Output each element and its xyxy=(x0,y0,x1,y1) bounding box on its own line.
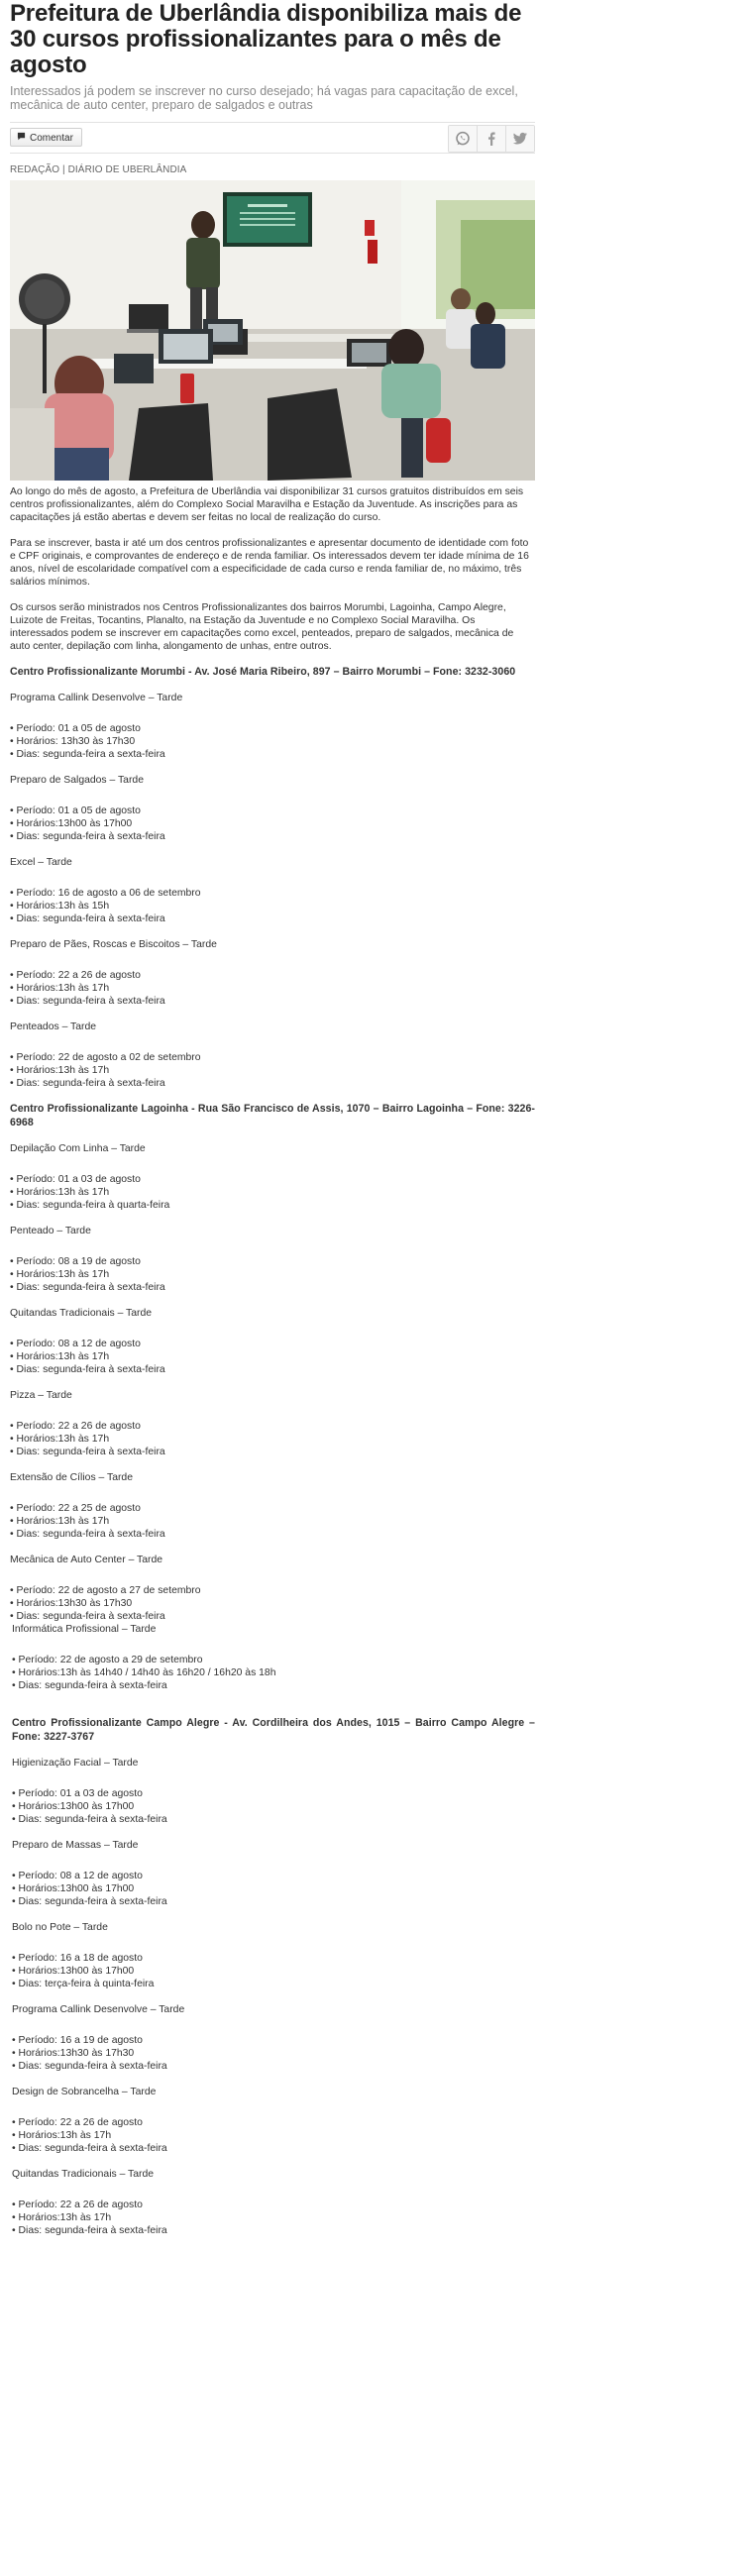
twitter-icon[interactable] xyxy=(505,126,534,152)
course-period: • Período: 22 a 26 de agosto xyxy=(10,970,141,981)
course-hours: • Horários:13h00 às 17h00 xyxy=(12,1801,135,1812)
course-hours: • Horários: 13h30 às 17h30 xyxy=(10,736,136,747)
whatsapp-icon[interactable] xyxy=(449,126,477,152)
course-period: • Período: 22 de agosto a 29 de setembro xyxy=(12,1655,203,1665)
course-hours: • Horários:13h às 17h xyxy=(10,1351,110,1362)
article-title: Prefeitura de Uberlândia disponibiliza mais de 30 cursos profissionalizantes para o mês de agosto xyxy=(10,0,522,78)
course-hours: • Horários:13h às 17h xyxy=(10,1065,110,1076)
course-name: Depilação Com Linha – Tarde xyxy=(10,1143,146,1154)
course-period: • Período: 22 a 26 de agosto xyxy=(12,2200,143,2210)
course-period: • Período: 22 a 26 de agosto xyxy=(10,1421,141,1432)
course-item xyxy=(10,692,535,761)
course-item xyxy=(10,1921,535,1990)
course-hours: • Horários:13h às 17h xyxy=(10,1516,110,1527)
course-name: Quitandas Tradicionais – Tarde xyxy=(12,2169,155,2180)
course-hours: • Horários:13h às 17h xyxy=(12,2212,112,2223)
comment-button-label: Comentar xyxy=(30,133,73,145)
course-hours: • Horários:13h às 17h xyxy=(10,1187,110,1198)
course-days: • Dias: segunda-feira à sexta-feira xyxy=(12,2225,167,2236)
course-item xyxy=(10,2086,535,2155)
course-period: • Período: 16 a 19 de agosto xyxy=(12,2035,143,2046)
course-days: • Dias: segunda-feira à sexta-feira xyxy=(12,1896,167,1907)
course-hours: • Horários:13h00 às 17h00 xyxy=(12,1883,135,1894)
course-days: • Dias: segunda-feira a sexta-feira xyxy=(10,749,165,760)
course-name: Mecânica de Auto Center – Tarde xyxy=(10,1555,163,1565)
course-hours: • Horários:13h30 às 17h30 xyxy=(10,1598,133,1609)
course-item xyxy=(10,1623,535,1692)
course-days: • Dias: segunda-feira à sexta-feira xyxy=(12,1680,167,1691)
article-subtitle: Interessados já podem se inscrever no curso desejado; há vagas para capacitação de excel, mecânica de auto center, preparo de salgados e outras xyxy=(10,84,518,112)
course-days: • Dias: segunda-feira à sexta-feira xyxy=(10,1078,165,1089)
course-period: • Período: 22 a 26 de agosto xyxy=(12,2117,143,2128)
paragraph: Os cursos serão ministrados nos Centros Profissionalizantes dos bairros Morumbi, Lagoinha, Campo Alegre, Luizote de Freitas, Tocantins, Planalto, na Estação da Juventude e no Complexo Social Maravilha. Os interessados podem se inscrever em capacitações como excel, penteados, preparo de salgados, mecânica de auto center, depilação com linha, alongamento de unhas, entre outros. xyxy=(10,602,514,652)
course-hours: • Horários:13h30 às 17h30 xyxy=(12,2048,135,2059)
course-period: • Período: 08 a 12 de agosto xyxy=(10,1339,141,1349)
course-name: Penteados – Tarde xyxy=(10,1021,97,1032)
course-days: • Dias: segunda-feira à sexta-feira xyxy=(10,1529,165,1540)
course-hours: • Horários:13h00 às 17h00 xyxy=(12,1966,135,1977)
course-name: Extensão de Cílios – Tarde xyxy=(10,1472,133,1483)
course-item xyxy=(10,938,535,1008)
course-hours: • Horários:13h às 14h40 / 14h40 às 16h20 / 16h20 às 18h xyxy=(12,1667,276,1678)
course-item xyxy=(10,1020,535,1090)
course-name: Preparo de Pães, Roscas e Biscoitos – Tarde xyxy=(10,939,217,950)
course-period: • Período: 01 a 03 de agosto xyxy=(12,1788,143,1799)
course-name: Design de Sobrancelha – Tarde xyxy=(12,2087,157,2097)
course-name: Excel – Tarde xyxy=(10,857,72,868)
article-body xyxy=(10,485,535,2237)
course-item xyxy=(10,774,535,843)
byline: REDAÇÃO | DIÁRIO DE UBERLÂNDIA xyxy=(10,164,187,175)
course-item xyxy=(10,1225,535,1294)
course-name: Pizza – Tarde xyxy=(10,1390,72,1401)
facebook-icon[interactable] xyxy=(477,126,505,152)
course-name: Programa Callink Desenvolve – Tarde xyxy=(10,693,183,703)
paragraph: Para se inscrever, basta ir até um dos centros profissionalizantes e apresentar documento de identidade com foto e CPF originais, e comprovantes de endereço e de renda familiar. Os interessados devem ter idade mínima de 16 anos, nível de escolaridade compatível com a especificidade de cada curso e renda familiar de, no máximo, três salários mínimos. xyxy=(10,538,529,588)
course-item xyxy=(10,1142,535,1212)
course-name: Quitandas Tradicionais – Tarde xyxy=(10,1308,153,1319)
article-column xyxy=(10,0,535,2237)
course-name: Preparo de Salgados – Tarde xyxy=(10,775,144,786)
course-hours: • Horários:13h às 17h xyxy=(12,2130,112,2141)
course-name: Preparo de Massas – Tarde xyxy=(12,1840,139,1851)
comment-button[interactable] xyxy=(10,128,82,147)
course-days: • Dias: segunda-feira à sexta-feira xyxy=(10,1282,165,1293)
course-period: • Período: 16 a 18 de agosto xyxy=(12,1953,143,1964)
course-name: Higienização Facial – Tarde xyxy=(12,1758,139,1769)
article-toolbar xyxy=(10,122,535,154)
course-item xyxy=(10,1839,535,1908)
course-period: • Período: 22 a 25 de agosto xyxy=(10,1503,141,1514)
course-name: Programa Callink Desenvolve – Tarde xyxy=(12,2004,185,2015)
speech-bubble-icon xyxy=(17,129,26,148)
article-photo xyxy=(10,180,535,481)
center-heading: Centro Profissionalizante Morumbi - Av. José Maria Ribeiro, 897 – Bairro Morumbi – Fone: 3232-3060 xyxy=(10,666,516,678)
course-hours: • Horários:13h às 17h xyxy=(10,983,110,994)
course-days: • Dias: segunda-feira à sexta-feira xyxy=(10,996,165,1007)
course-name: Bolo no Pote – Tarde xyxy=(12,1922,108,1933)
course-hours: • Horários:13h00 às 17h00 xyxy=(10,818,133,829)
course-days: • Dias: segunda-feira à sexta-feira xyxy=(12,1814,167,1825)
course-item xyxy=(10,1307,535,1376)
course-days: • Dias: terça-feira à quinta-feira xyxy=(12,1979,155,1989)
course-item xyxy=(10,856,535,925)
course-item xyxy=(10,1554,535,1623)
course-hours: • Horários:13h às 17h xyxy=(10,1269,110,1280)
course-period: • Período: 01 a 03 de agosto xyxy=(10,1174,141,1185)
course-days: • Dias: segunda-feira à quarta-feira xyxy=(10,1200,170,1211)
course-days: • Dias: segunda-feira à sexta-feira xyxy=(12,2143,167,2154)
course-days: • Dias: segunda-feira à sexta-feira xyxy=(10,1611,165,1622)
course-period: • Período: 01 a 05 de agosto xyxy=(10,723,141,734)
course-days: • Dias: segunda-feira à sexta-feira xyxy=(10,1364,165,1375)
course-item xyxy=(10,2168,535,2237)
paragraph: Ao longo do mês de agosto, a Prefeitura de Uberlândia vai disponibilizar 31 cursos gratuitos distribuídos em seis centros profissionalizantes, além do Complexo Social Maravilha e Estação da Juventude. As inscrições para as capacitações já estão abertas e devem ser feitas no local de realização do curso. xyxy=(10,486,524,523)
center-heading: Centro Profissionalizante Campo Alegre - Av. Cordilheira dos Andes, 1015 – Bairro Campo Alegre – Fone: 3227-3767 xyxy=(12,1717,535,1743)
course-days: • Dias: segunda-feira à sexta-feira xyxy=(12,2061,167,2072)
course-item xyxy=(10,1389,535,1458)
course-hours: • Horários:13h às 15h xyxy=(10,901,110,912)
share-buttons xyxy=(448,125,535,153)
course-name: Informática Profissional – Tarde xyxy=(12,1624,157,1635)
course-period: • Período: 16 de agosto a 06 de setembro xyxy=(10,888,201,899)
course-days: • Dias: segunda-feira à sexta-feira xyxy=(10,831,165,842)
course-item xyxy=(10,2003,535,2073)
course-name: Penteado – Tarde xyxy=(10,1226,91,1236)
course-period: • Período: 22 de agosto a 02 de setembro xyxy=(10,1052,201,1063)
course-days: • Dias: segunda-feira à sexta-feira xyxy=(10,913,165,924)
course-hours: • Horários:13h às 17h xyxy=(10,1434,110,1445)
course-period: • Período: 08 a 12 de agosto xyxy=(12,1871,143,1881)
course-days: • Dias: segunda-feira à sexta-feira xyxy=(10,1447,165,1457)
course-period: • Período: 22 de agosto a 27 de setembro xyxy=(10,1585,201,1596)
center-heading: Centro Profissionalizante Lagoinha - Rua São Francisco de Assis, 1070 – Bairro Lagoinha – Fone: 3226-6968 xyxy=(10,1103,535,1128)
course-period: • Período: 01 a 05 de agosto xyxy=(10,805,141,816)
course-item xyxy=(10,1471,535,1541)
course-period: • Período: 08 a 19 de agosto xyxy=(10,1256,141,1267)
course-item xyxy=(10,1757,535,1826)
